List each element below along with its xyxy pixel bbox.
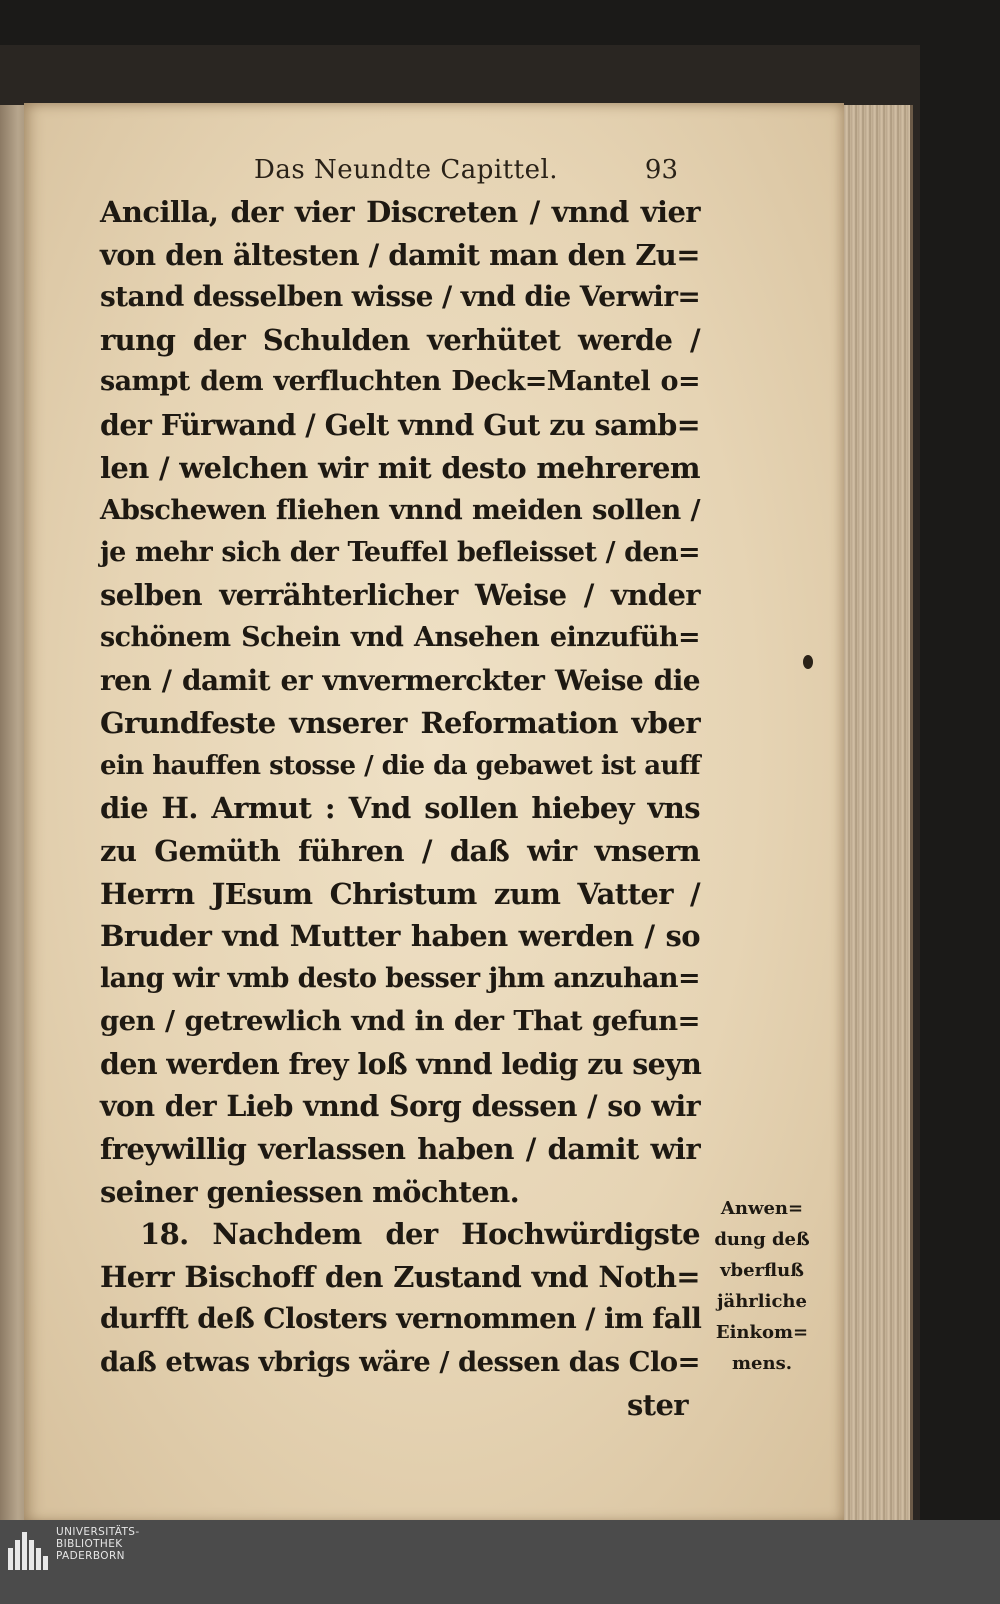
margin-note-line: Anwen=: [720, 1198, 804, 1219]
text-line: durfft deß Closters vernommen / im fall: [100, 1302, 702, 1336]
margin-note-line: jährliche: [717, 1291, 807, 1312]
text-line: sampt dem verfluchten Deck=Mantel o=: [100, 366, 700, 398]
text-line: stand desselben wisse / vnd die Verwir=: [100, 280, 701, 314]
text-line: Abschewen fliehen vnnd meiden sollen /: [100, 494, 700, 527]
library-name-line: BIBLIOTHEK: [56, 1538, 123, 1550]
text-line: schönem Schein vnd Ansehen einzufüh=: [100, 621, 700, 653]
text-line: zu Gemüth führen / daß wir vnsern: [100, 833, 700, 868]
text-line: daß etwas vbrigs wäre / dessen das Clo=: [100, 1346, 700, 1379]
text-line: Bruder vnd Mutter haben werden / so: [100, 919, 700, 954]
text-line: von den ältesten / damit man den Zu=: [100, 237, 700, 272]
text-line: Herrn JEsum Christum zum Vatter /: [100, 876, 700, 911]
text-line: seiner geniessen möchten.: [100, 1174, 520, 1209]
text-line: der Fürwand / Gelt vnnd Gut zu samb=: [100, 407, 700, 442]
book-spread: [0, 45, 920, 1520]
text-line: von der Lieb vnnd Sorg dessen / so wir: [100, 1089, 700, 1124]
text-line: Grundfeste vnserer Reformation vber: [100, 706, 700, 741]
right-page: [24, 103, 844, 1523]
margin-note-line: mens.: [732, 1353, 792, 1374]
catchword: ster: [626, 1387, 688, 1422]
text-line: len / welchen wir mit desto mehrerem: [100, 450, 700, 485]
margin-note-line: Einkom=: [715, 1322, 809, 1343]
text-line: Herr Bischoff den Zustand vnd Noth=: [100, 1259, 700, 1294]
library-name-line: UNIVERSITÄTS-: [56, 1526, 140, 1538]
text-line: selben verrähterlicher Weise / vnder: [100, 578, 700, 613]
text-line: gen / getrewlich vnd in der That gefun=: [100, 1005, 700, 1038]
margin-note: [702, 1193, 822, 1379]
text-line: lang wir vmb desto besser jhm anzuhan=: [100, 962, 700, 994]
text-line: Ancilla, der vier Discreten / vnnd vier: [100, 195, 700, 229]
text-line: ein hauffen stosse / die da gebawet ist auff: [100, 750, 700, 781]
text-line: rung der Schulden verhütet werde /: [100, 322, 700, 357]
library-name: [56, 1526, 140, 1562]
margin-note-line: vberfluß: [720, 1260, 804, 1281]
text-line: je mehr sich der Teuffel befleisset / den=: [100, 536, 700, 568]
text-line: die H. Armut : Vnd sollen hiebey vns: [100, 791, 700, 826]
text-line: ren / damit er vnvermerckter Weise die: [100, 663, 700, 697]
body-text: [100, 191, 700, 1426]
ink-spot: [803, 655, 813, 669]
library-footer: [0, 1520, 1000, 1604]
text-line: den werden frey loß vnnd ledig zu seyn: [100, 1046, 702, 1081]
library-logo-icon: [8, 1530, 50, 1570]
paragraph-start-line: 18. Nachdem der Hochwürdigste: [140, 1217, 700, 1252]
text-line: freywillig verlassen haben / damit wir: [100, 1132, 700, 1167]
running-title: Das Neundte Capittel.: [254, 155, 559, 185]
running-head: [224, 155, 694, 189]
library-name-line: PADERBORN: [56, 1550, 125, 1562]
margin-note-line: dung deß: [714, 1229, 810, 1250]
page-number: 93: [644, 155, 678, 185]
